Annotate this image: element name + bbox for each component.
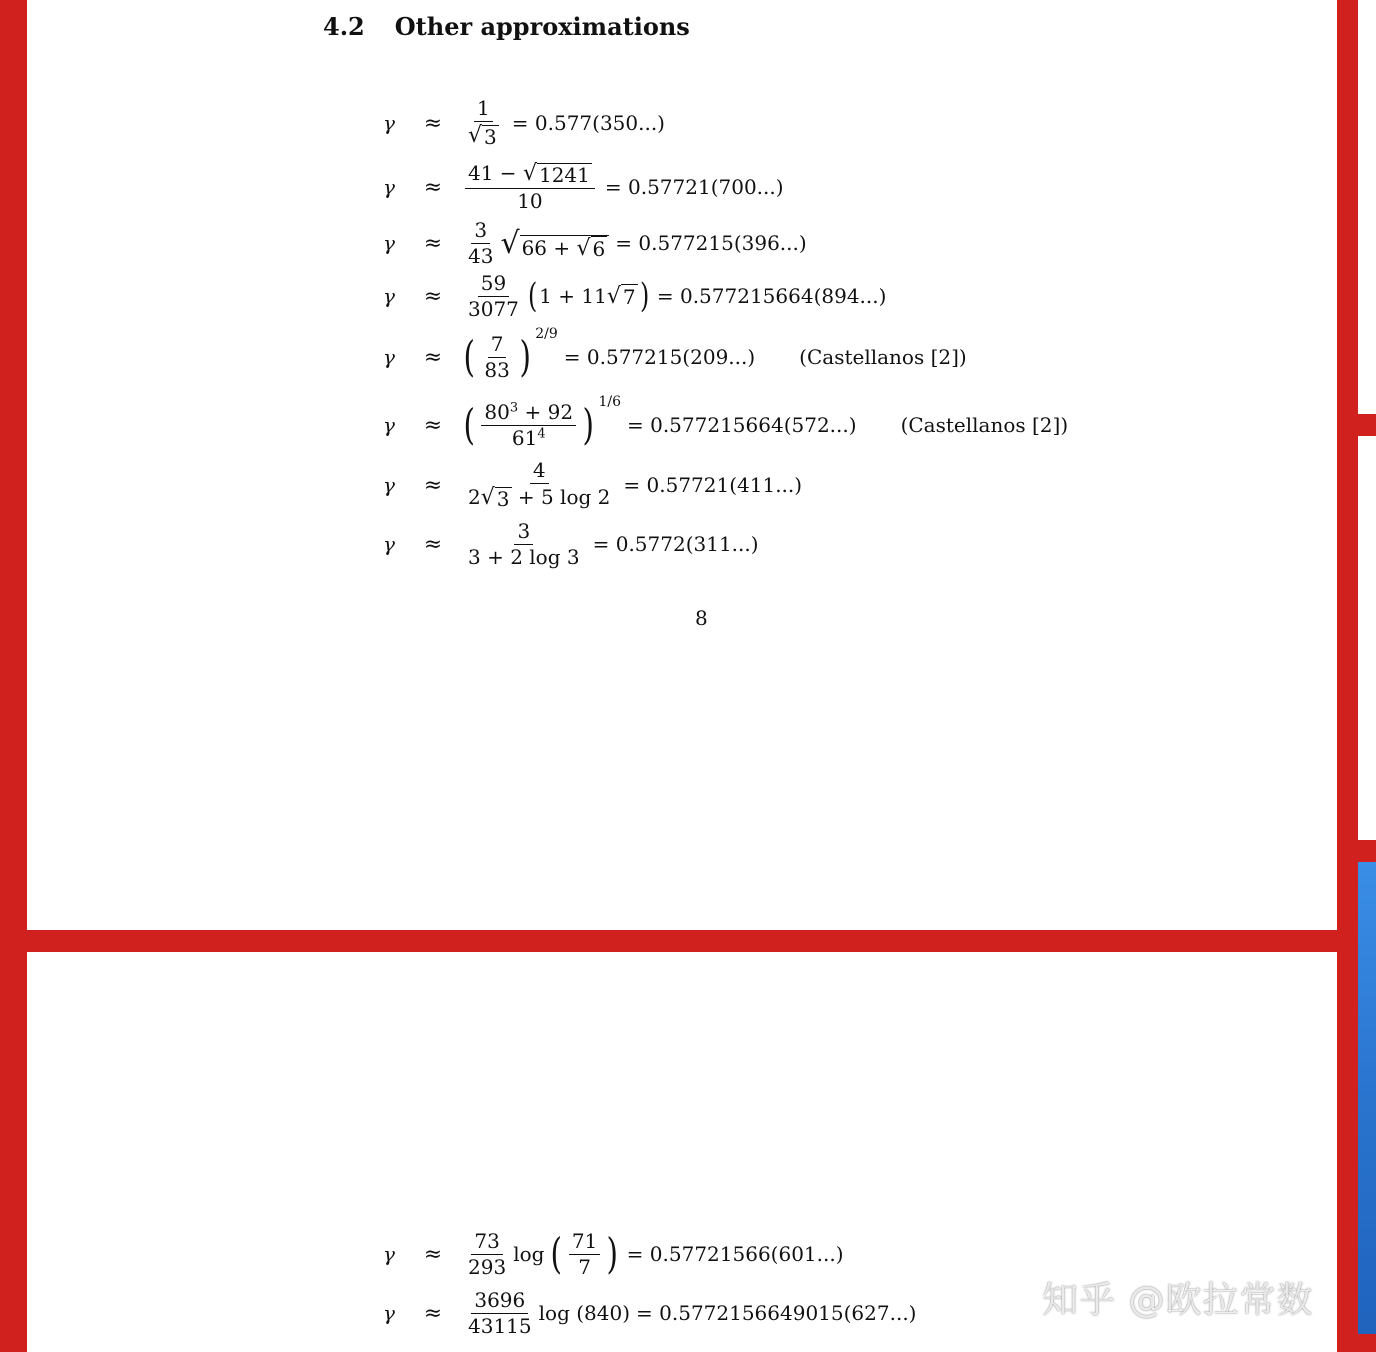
- gamma-symbol: γ: [383, 284, 395, 308]
- equation-1: [383, 96, 665, 150]
- sqrt: √ 1241: [522, 161, 590, 187]
- equation-10: γ ≈ $\frac{3696}{43115}$ log (840) = 0.5772156649015(627...): [383, 1287, 917, 1338]
- approx-symbol: ≈: [423, 174, 443, 200]
- equation-value: = 0.5772156649015(627...): [636, 1301, 917, 1325]
- equation-7: [383, 458, 802, 512]
- fraction: $\frac{7}{83}$: [484, 331, 510, 382]
- side-page-strip-blue: [1358, 862, 1376, 1334]
- gamma-symbol: γ: [383, 231, 395, 255]
- fraction: $\frac{73}{293}$: [468, 1228, 507, 1279]
- approx-symbol: ≈: [423, 283, 443, 309]
- equation-value: = 0.577215(396...): [615, 231, 807, 255]
- fraction: $\frac{71}{7}$: [569, 1230, 600, 1279]
- section-title: Other approximations: [394, 12, 690, 41]
- equation-2: [383, 160, 784, 214]
- approx-symbol: ≈: [423, 230, 443, 256]
- section-heading: [323, 12, 690, 41]
- exponent: 2/9: [535, 326, 558, 342]
- fraction: 4 2 √ 3 + 5 log 2: [468, 458, 611, 511]
- gamma-symbol: γ: [383, 1301, 395, 1325]
- side-page-strip-2: [1358, 436, 1376, 840]
- gamma-symbol: γ: [383, 532, 395, 556]
- gamma-symbol: γ: [383, 473, 395, 497]
- equation-value: = 0.57721(411...): [623, 473, 803, 497]
- approx-symbol: ≈: [423, 110, 443, 136]
- fraction: $\frac{3696}{43115}$: [468, 1287, 532, 1338]
- fraction: $\frac{80^3 + 92}{61^4}$: [481, 401, 576, 450]
- sqrt: √ 7: [606, 283, 636, 309]
- gamma-symbol: γ: [383, 413, 395, 437]
- equation-value: = 0.577(350...): [511, 111, 665, 135]
- side-page-strip-1: [1358, 0, 1376, 414]
- gamma-symbol: γ: [383, 175, 395, 199]
- citation: (Castellanos [2]): [799, 345, 967, 369]
- equation-value: = 0.577215664(572...): [626, 413, 857, 437]
- equation-value: = 0.57721(700...): [604, 175, 784, 199]
- equation-6: γ ≈ ( $\frac{80^3 + 92}{61^4}$ ) 1/6 = 0.577215664(572...) (Castellanos [2]): [383, 394, 1069, 450]
- section-number: 4.2: [323, 12, 365, 41]
- sqrt: √ 3: [468, 123, 497, 149]
- approx-symbol: ≈: [423, 531, 443, 557]
- fraction: 1 √ 3: [468, 96, 497, 149]
- gamma-symbol: γ: [383, 111, 395, 135]
- watermark: 知乎 @欧拉常数: [1042, 1280, 1314, 1321]
- approx-symbol: ≈: [423, 412, 443, 438]
- equation-value: = 0.577215664(894...): [656, 284, 887, 308]
- equation-9: γ ≈ $\frac{73}{293}$ log ( $\frac{71}{7}$ ) = 0.57721566(601...): [383, 1228, 844, 1279]
- page-number: 8: [695, 606, 708, 630]
- equation-4: γ ≈ $\frac{59}{3077}$ ( 1 + 11 √ 7 ) = 0.577215664(894...): [383, 270, 887, 321]
- equation-8: [383, 517, 759, 571]
- approx-symbol: ≈: [423, 1300, 443, 1326]
- equation-value: = 0.57721566(601...): [626, 1242, 844, 1266]
- citation: (Castellanos [2]): [900, 413, 1069, 437]
- fraction: 41 − √ 1241 10: [465, 161, 595, 212]
- gamma-symbol: γ: [383, 345, 395, 369]
- fraction: $\frac{3}{43}$: [468, 217, 494, 268]
- sqrt: √ 66 + √ 6: [500, 226, 609, 261]
- exponent: 1/6: [598, 394, 621, 410]
- approx-symbol: ≈: [423, 472, 443, 498]
- equation-value: = 0.577215(209...): [563, 345, 756, 369]
- fraction: $\frac{3}{3 + 2 \log 3}$: [468, 518, 580, 569]
- equation-value: = 0.5772(311...): [592, 532, 759, 556]
- equation-3: [383, 216, 807, 270]
- equation-5: γ ≈ ( $\frac{7}{83}$ ) 2/9 = 0.577215(209...) (Castellanos [2]): [383, 326, 967, 382]
- approx-symbol: ≈: [423, 344, 443, 370]
- gamma-symbol: γ: [383, 1242, 395, 1266]
- approx-symbol: ≈: [423, 1241, 443, 1267]
- sqrt: √ 3: [480, 485, 510, 511]
- fraction: $\frac{59}{3077}$: [468, 270, 519, 321]
